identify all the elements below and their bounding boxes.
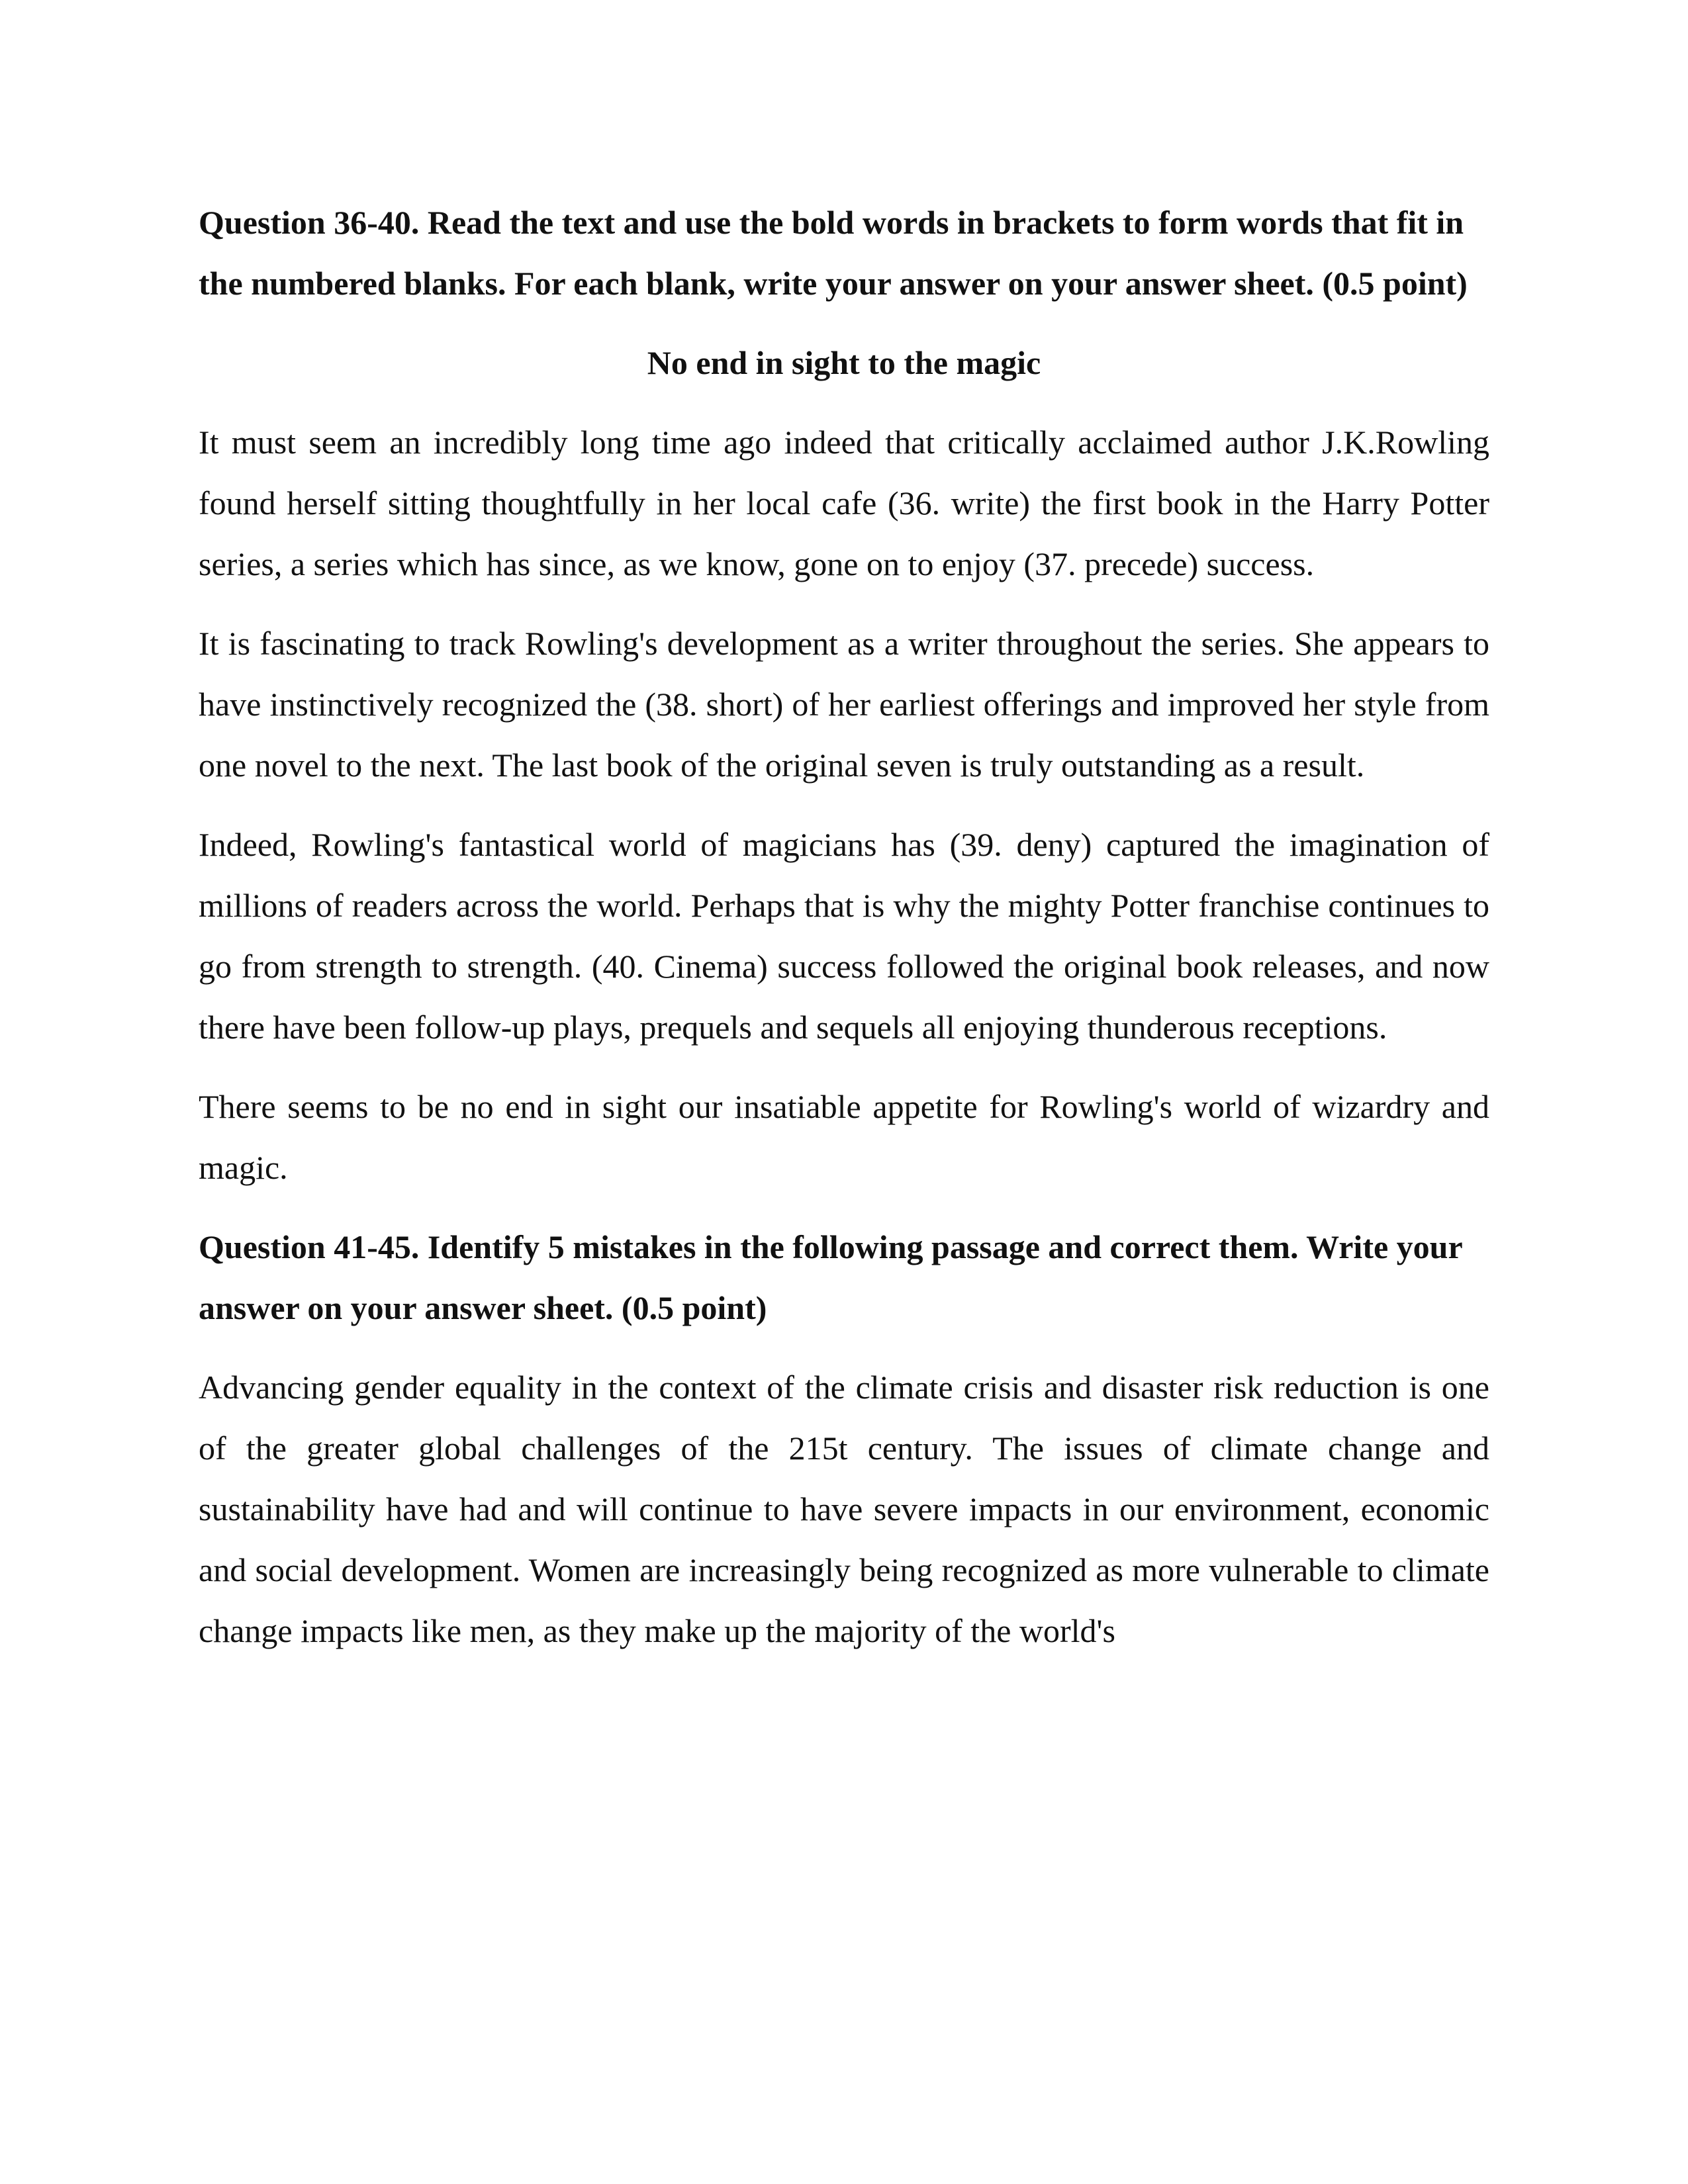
question-36-40-instructions: Question 36-40. Read the text and use the bold words in brackets to form words that fit in the numbered blanks. For each blank, write your answer on your answer sheet. (0.5 point) (199, 204, 1468, 302)
passage-paragraph-1: It must seem an incredibly long time ago indeed that critically acclaimed author J.K.Rowling found herself sitting thoughtfully in her local cafe (36. write) the first book in the Harry Potter series, a series which has since, as we know, gone on to enjoy (37. precede) success. (199, 424, 1489, 582)
question-41-45-instructions: Question 41-45. Identify 5 mistakes in the following passage and correct them. Write your answer on your answer sheet. (0.5 point) (199, 1228, 1462, 1326)
passage-paragraph-4: There seems to be no end in sight our insatiable appetite for Rowling's world of wizardry and magic. (199, 1088, 1489, 1186)
document-page (199, 192, 1489, 1661)
passage-title: No end in sight to the magic (647, 344, 1041, 381)
passage-paragraph-3: Indeed, Rowling's fantastical world of magicians has (39. deny) captured the imagination of millions of readers across the world. Perhaps that is why the mighty Potter franchise continues to go from strength to strength. (40. Cinema) success followed the original book releases, and now there have been follow-up plays, prequels and sequels all enjoying thunderous receptions. (199, 826, 1489, 1046)
error-correction-passage: Advancing gender equality in the context of the climate crisis and disaster risk reduction is one of the greater global challenges of the 215t century. The issues of climate change and sustainability have had and will continue to have severe impacts in our environment, economic and social development. Women are increasingly being recognized as more vulnerable to climate change impacts like men, as they make up the majority of the world's (199, 1369, 1489, 1649)
passage-paragraph-2: It is fascinating to track Rowling's development as a writer throughout the series. She appears to have instinctively recognized the (38. short) of her earliest offerings and improved her style from one novel to the next. The last book of the original seven is truly outstanding as a result. (199, 625, 1489, 784)
